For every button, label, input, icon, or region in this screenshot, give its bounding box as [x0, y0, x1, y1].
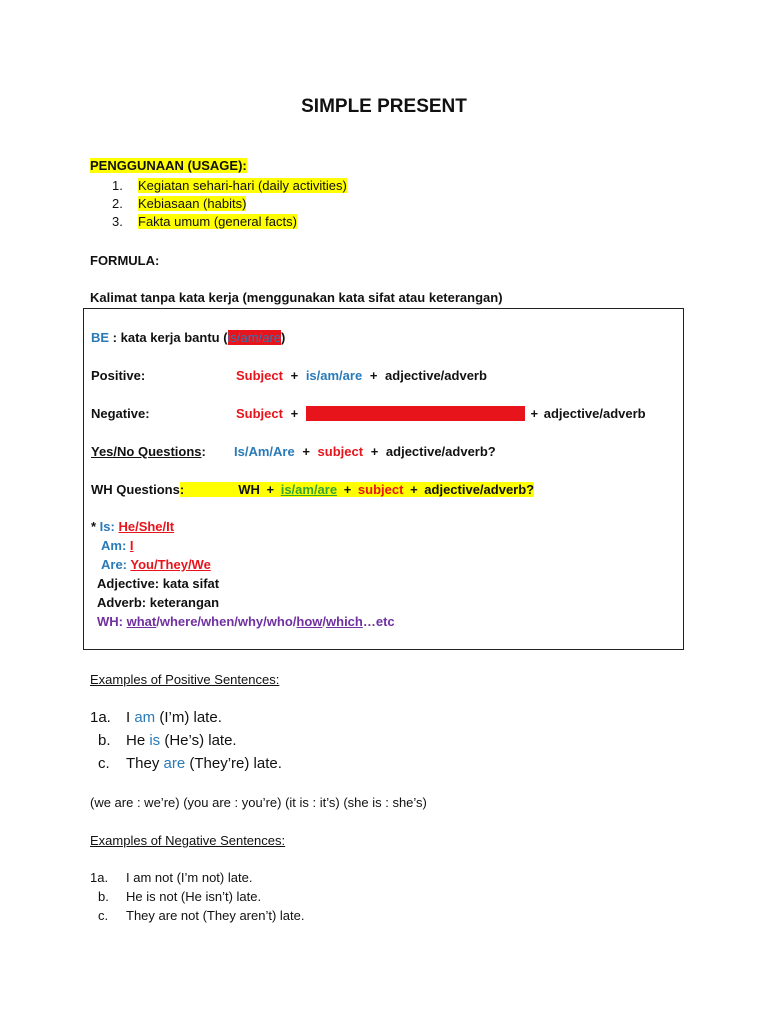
positive-example — [98, 732, 237, 749]
verb-term: is/am/are — [280, 482, 338, 497]
note-am-value: I — [129, 538, 134, 553]
negation-term: is not (isn't) /am not/are not (aren't) — [306, 406, 524, 421]
yesno-colon: : — [201, 444, 206, 459]
example-text: They are not (They aren’t) late. — [126, 908, 305, 923]
complement-term: adjective/adverb — [543, 406, 646, 421]
subject-term: Subject — [236, 406, 283, 421]
usage-item — [112, 178, 347, 193]
plus-sign: + — [302, 444, 310, 459]
positive-formula — [236, 368, 487, 383]
wh-row — [91, 482, 534, 497]
verb-term: is/am/are — [305, 368, 363, 383]
positive-example — [98, 755, 282, 772]
usage-item — [112, 196, 246, 211]
be-row — [91, 330, 285, 345]
be-highlight: is/am/are — [227, 330, 282, 345]
negative-label: Negative: — [91, 406, 150, 421]
note-wh — [97, 614, 395, 629]
wh-word: how — [296, 614, 323, 629]
note-are-label: Are: — [101, 557, 128, 572]
example-verb: is — [149, 732, 161, 749]
be-label: BE — [91, 330, 110, 345]
note-is-value: He/She/It — [118, 519, 175, 534]
usage-item — [112, 214, 297, 229]
note-am-label: Am: — [101, 538, 127, 553]
note-is-label: Is: — [99, 519, 115, 534]
example-pre: I — [126, 709, 135, 726]
wh-term: WH — [238, 482, 260, 497]
negative-examples-heading: Examples of Negative Sentences: — [90, 833, 286, 848]
wh-word: what — [126, 614, 157, 629]
example-text: He is not (He isn’t) late. — [126, 889, 262, 904]
note-adjective: Adjective: kata sifat — [97, 576, 220, 591]
wh-colon: : — [180, 482, 230, 497]
usage-item-number: 1. — [112, 178, 123, 193]
note-star: * — [91, 519, 100, 534]
usage-item-text: Kegiatan sehari-hari (daily activities) — [138, 178, 347, 193]
positive-examples-heading: Examples of Positive Sentences: — [90, 672, 280, 687]
yesno-formula — [234, 444, 496, 459]
negative-formula — [236, 406, 646, 421]
example-verb: are — [163, 755, 186, 772]
plus-sign: + — [266, 482, 275, 497]
subject-term: Subject — [236, 368, 283, 383]
wh-word: / — [322, 614, 327, 629]
example-number: b. — [98, 889, 109, 904]
example-number: 1a. — [90, 709, 111, 726]
subject-term: subject — [317, 444, 364, 459]
plus-sign: + — [369, 368, 378, 383]
complement-term: adjective/adverb — [385, 368, 487, 383]
wh-word: /where/when/why/who/ — [156, 614, 297, 629]
subject-term: subject — [357, 482, 404, 497]
complement-term: adjective/adverb? — [385, 444, 496, 459]
example-post: (They’re) late. — [185, 755, 282, 772]
plus-sign: + — [530, 406, 539, 421]
usage-heading: PENGGUNAAN (USAGE): — [90, 158, 247, 173]
note-are-value: You/They/We — [130, 557, 211, 572]
note-adverb: Adverb: keterangan — [97, 595, 220, 610]
note-is — [91, 519, 174, 534]
complement-term: adjective/adverb? — [424, 482, 535, 497]
usage-item-text: Kebiasaan (habits) — [138, 196, 247, 211]
example-number: c. — [98, 755, 110, 772]
example-number: b. — [98, 732, 111, 749]
plus-sign: + — [290, 406, 299, 421]
plus-sign: + — [343, 482, 352, 497]
formula-box — [83, 308, 684, 650]
plus-sign: + — [290, 368, 299, 383]
note-am — [101, 538, 134, 553]
negative-example — [98, 889, 261, 904]
example-pre: He — [126, 732, 150, 749]
note-are — [101, 557, 211, 572]
yesno-label-wrap — [91, 444, 206, 459]
example-verb: am — [134, 709, 156, 726]
plus-sign: + — [370, 444, 379, 459]
usage-item-number: 2. — [112, 196, 123, 211]
verb-term: Is/Am/Are — [234, 444, 295, 459]
wh-formula — [230, 482, 534, 497]
example-text: I am not (I’m not) late. — [126, 870, 253, 885]
positive-example — [90, 709, 222, 726]
negative-example — [98, 908, 304, 923]
be-close: ) — [281, 330, 286, 345]
positive-label: Positive: — [91, 368, 146, 383]
example-post: (He’s) late. — [160, 732, 237, 749]
wh-word: …etc — [362, 614, 395, 629]
example-post: (I’m) late. — [155, 709, 222, 726]
formula-label: FORMULA: — [90, 253, 160, 268]
sentence-type-heading: Kalimat tanpa kata kerja (menggunakan kata sifat atau keterangan) — [90, 290, 503, 305]
be-text: : kata kerja bantu ( — [109, 330, 228, 345]
example-pre: They — [126, 755, 164, 772]
yesno-label: Yes/No Questions — [91, 444, 202, 459]
page-title: SIMPLE PRESENT — [301, 96, 467, 117]
wh-word: which — [326, 614, 363, 629]
example-number: 1a. — [90, 870, 109, 885]
example-number: c. — [98, 908, 109, 923]
contractions-note: (we are : we’re) (you are : you’re) (it is : it’s) (she is : she’s) — [90, 795, 427, 810]
plus-sign: + — [410, 482, 418, 497]
usage-item-text: Fakta umum (general facts) — [138, 214, 297, 229]
note-wh-label: WH: — [97, 614, 123, 629]
wh-label: WH Questions — [91, 482, 180, 497]
usage-item-number: 3. — [112, 214, 123, 229]
negative-example — [90, 870, 252, 885]
